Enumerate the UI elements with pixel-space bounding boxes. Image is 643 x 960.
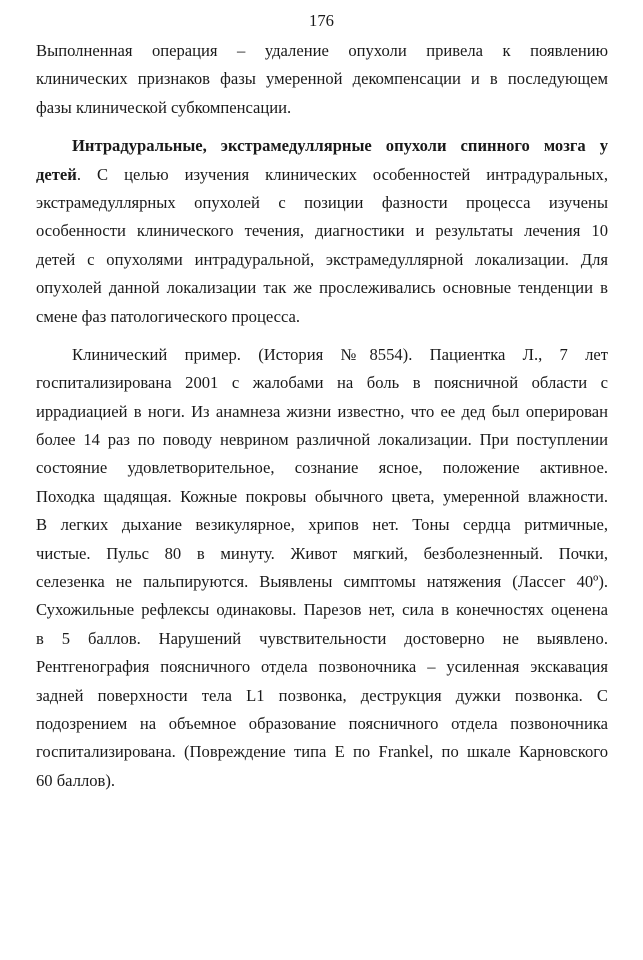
section-heading-cont: детей	[36, 164, 77, 184]
text-line: экстрамедуллярных опухолей с позиции фазности процесса изучены	[36, 192, 608, 212]
text-line: смене фаз патологического процесса.	[36, 306, 301, 326]
text-run: . С целью изучения клинических особенностей интрадуральных,	[76, 164, 608, 184]
text-line: Выполненная операция – удаление опухоли привела к появлению	[36, 41, 608, 60]
section-heading-line	[36, 132, 608, 160]
text-line: Рентгенография поясничного отдела позвоночника – усиленная экскавация	[36, 657, 608, 677]
text-line: Клинический пример. (История №8554). Пациентка Л., 7 лет	[72, 344, 608, 364]
text-line: селезенка не пальпируются. Выявлены симптомы натяжения (Лассег 40º).	[36, 572, 608, 592]
page-number: 176	[309, 11, 334, 30]
text-line: Сухожильные рефлексы одинаковы. Парезов нет, сила в конечностях оценена	[36, 600, 608, 620]
text-line: состояние удовлетворительное, сознание ясное, положение активное.	[36, 458, 608, 478]
text-line: клинических признаков фазы умеренной декомпенсации и в последующем	[36, 69, 608, 89]
text-line	[36, 161, 608, 189]
text-line: иррадиацией в ноги. Из анамнеза жизни известно, что ее дед был оперирован	[36, 401, 608, 421]
text-line: более 14 раз по поводу неврином различной локализации. При поступлении	[36, 430, 608, 450]
body-text	[36, 37, 608, 795]
paragraph-2	[36, 132, 608, 331]
text-line: госпитализирована. (Повреждение типа Е по Frankel, по шкале Карновского	[36, 742, 608, 762]
text-line: особенности клинического течения, диагностики и результаты лечения 10	[36, 221, 608, 241]
paragraph-1	[36, 37, 608, 122]
text-line: 60 баллов).	[36, 770, 116, 790]
text-line: Походка щадящая. Кожные покровы обычного цвета, умеренной влажности.	[36, 486, 608, 506]
paragraph-3	[36, 341, 608, 795]
text-line: В легких дыхание везикулярное, хрипов нет. Тоны сердца ритмичные,	[36, 515, 608, 535]
text-line: опухолей данной локализации так же прослеживались основные тенденции в	[36, 278, 608, 298]
text-line: госпитализирована 2001 с жалобами на боль в поясничной области с	[36, 373, 608, 393]
text-line: подозрением на объемное образование поясничного отдела позвоночника	[36, 713, 608, 733]
text-line: чистые. Пульс 80 в минуту. Живот мягкий, безболезненный. Почки,	[36, 543, 608, 563]
text-line: детей с опухолями интрадуральной, экстрамедуллярной локализации. Для	[36, 249, 608, 269]
text-line: задней поверхности тела L1 позвонка, деструкция дужки позвонка. С	[36, 685, 608, 705]
section-heading: Интрадуральные, экстрамедуллярные опухоли спинного мозга у	[72, 136, 608, 156]
text-line: фазы клинической субкомпенсации.	[36, 97, 292, 117]
text-line: в 5 баллов. Нарушений чувствительности достоверно не выявлено.	[36, 628, 608, 648]
